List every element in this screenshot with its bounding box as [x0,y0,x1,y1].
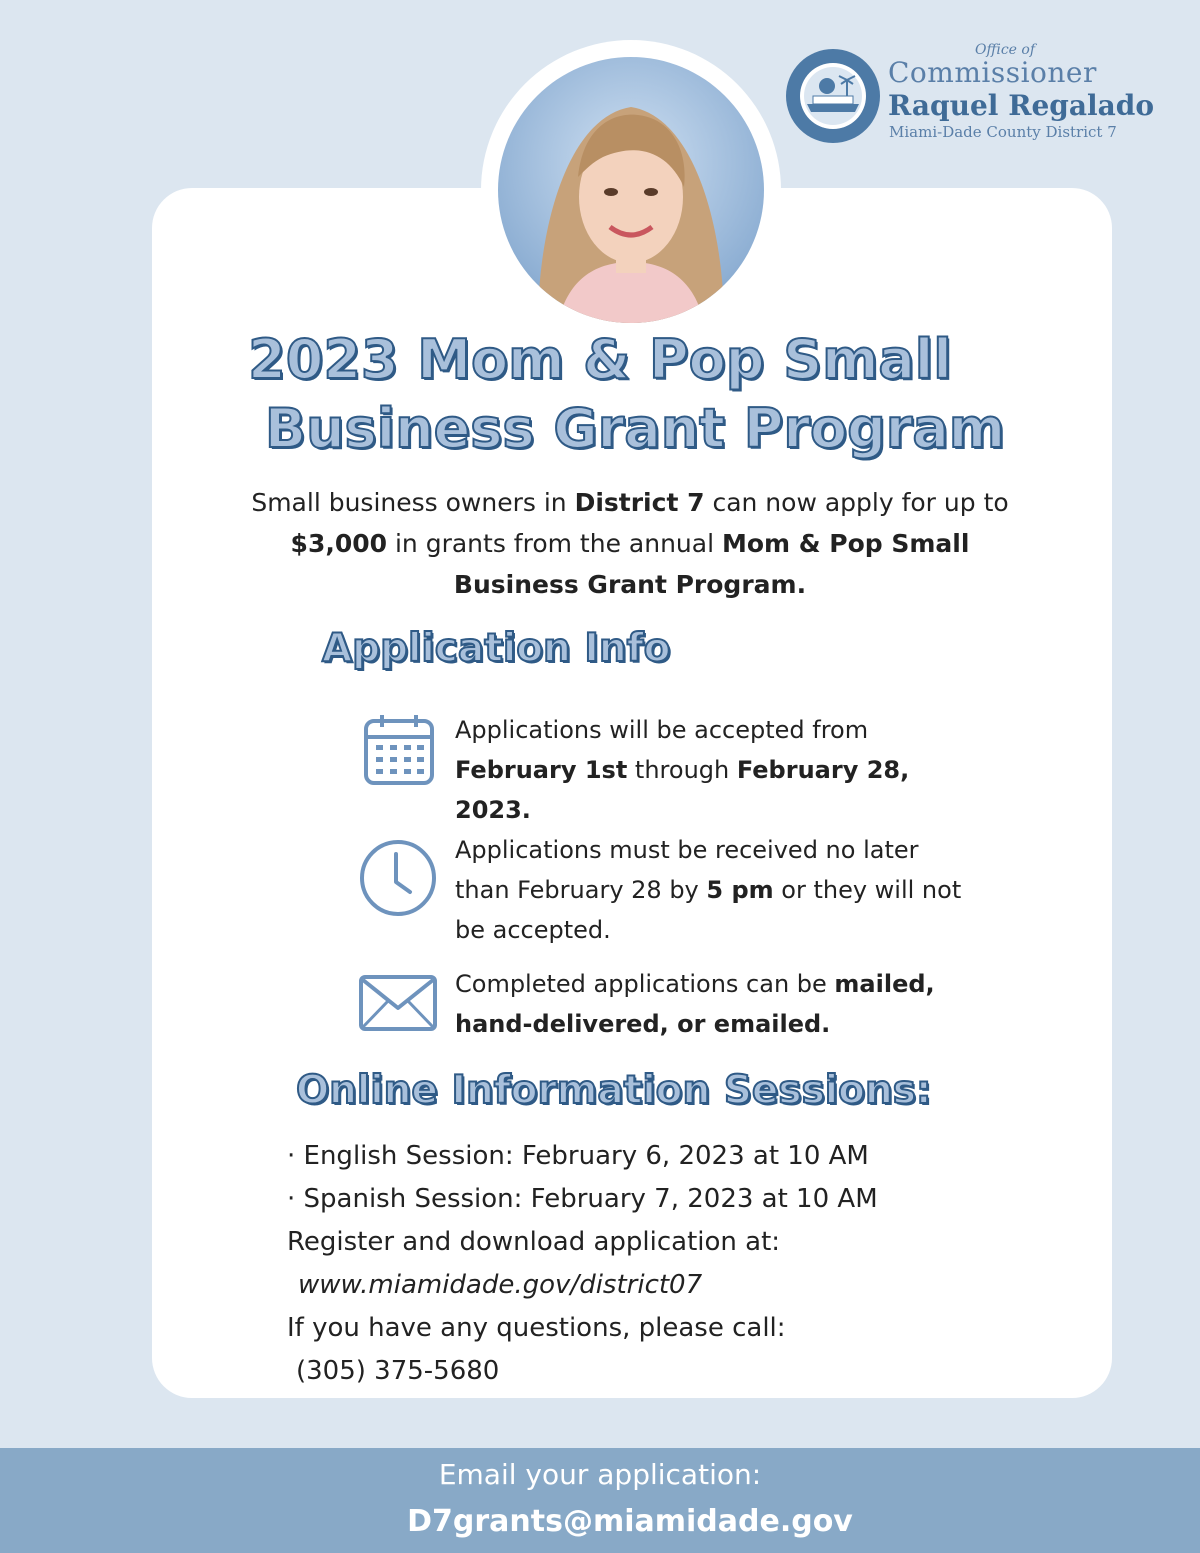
intro-text-3: in grants from the annual [387,529,722,558]
intro-text-1: Small business owners in [251,488,575,517]
intro-paragraph [250,482,1010,605]
county-seal-icon [783,40,883,152]
deadline-text-2: or they will not be accepted. [455,876,962,944]
deadline-text-1: Applications must be received no later than February 28 by [455,836,919,904]
intro-bold-program: Mom & Pop Small Business Grant Program. [453,529,970,599]
questions-label: If you have any questions, please call: [287,1313,786,1343]
deadline-text [455,830,975,950]
phone-number: (305) 375-5680 [296,1356,500,1386]
intro-text-2: can now apply for up to [704,488,1009,517]
dates-bold-end: February 28, 2023. [455,756,910,824]
envelope-icon [358,974,438,1036]
submission-bold-methods: mailed, hand-delivered, or emailed. [455,970,935,1038]
online-sessions-heading: Online Information Sessions: [296,1068,932,1113]
footer-email-link[interactable]: D7grants@miamidade.gov [407,1504,853,1539]
district-label: Miami-Dade County District 7 [889,123,1117,141]
office-of-label: Office of [974,42,1036,58]
clock-icon [358,838,438,922]
calendar-icon [362,713,436,791]
deadline-bold-time: 5 pm [706,876,774,904]
dates-text-1: Applications will be accepted from [455,716,869,744]
application-info-heading: Application Info [322,626,671,671]
dates-bold-start: February 1st [455,756,628,784]
commissioner-label: Commissioner [888,56,1097,89]
submission-methods-text [455,964,975,1044]
page-title-line2: Business Grant Program [264,397,1006,460]
intro-bold-amount: $3,000 [290,529,388,558]
commissioner-name: Raquel Regalado [888,89,1155,122]
english-session: · English Session: February 6, 2023 at 10 AM [287,1141,869,1171]
application-dates-text [455,710,975,830]
register-label: Register and download application at: [287,1227,781,1257]
spanish-session: · Spanish Session: February 7, 2023 at 10 AM [287,1184,878,1214]
submission-text-1: Completed applications can be [455,970,835,998]
register-url-link[interactable]: www.miamidade.gov/district07 [298,1270,703,1300]
page-title-line1: 2023 Mom & Pop Small [248,328,952,391]
footer-email-label: Email your application: [438,1458,762,1491]
commissioner-photo [498,57,764,323]
dates-text-2: through [627,756,737,784]
intro-bold-district: District 7 [574,488,705,517]
